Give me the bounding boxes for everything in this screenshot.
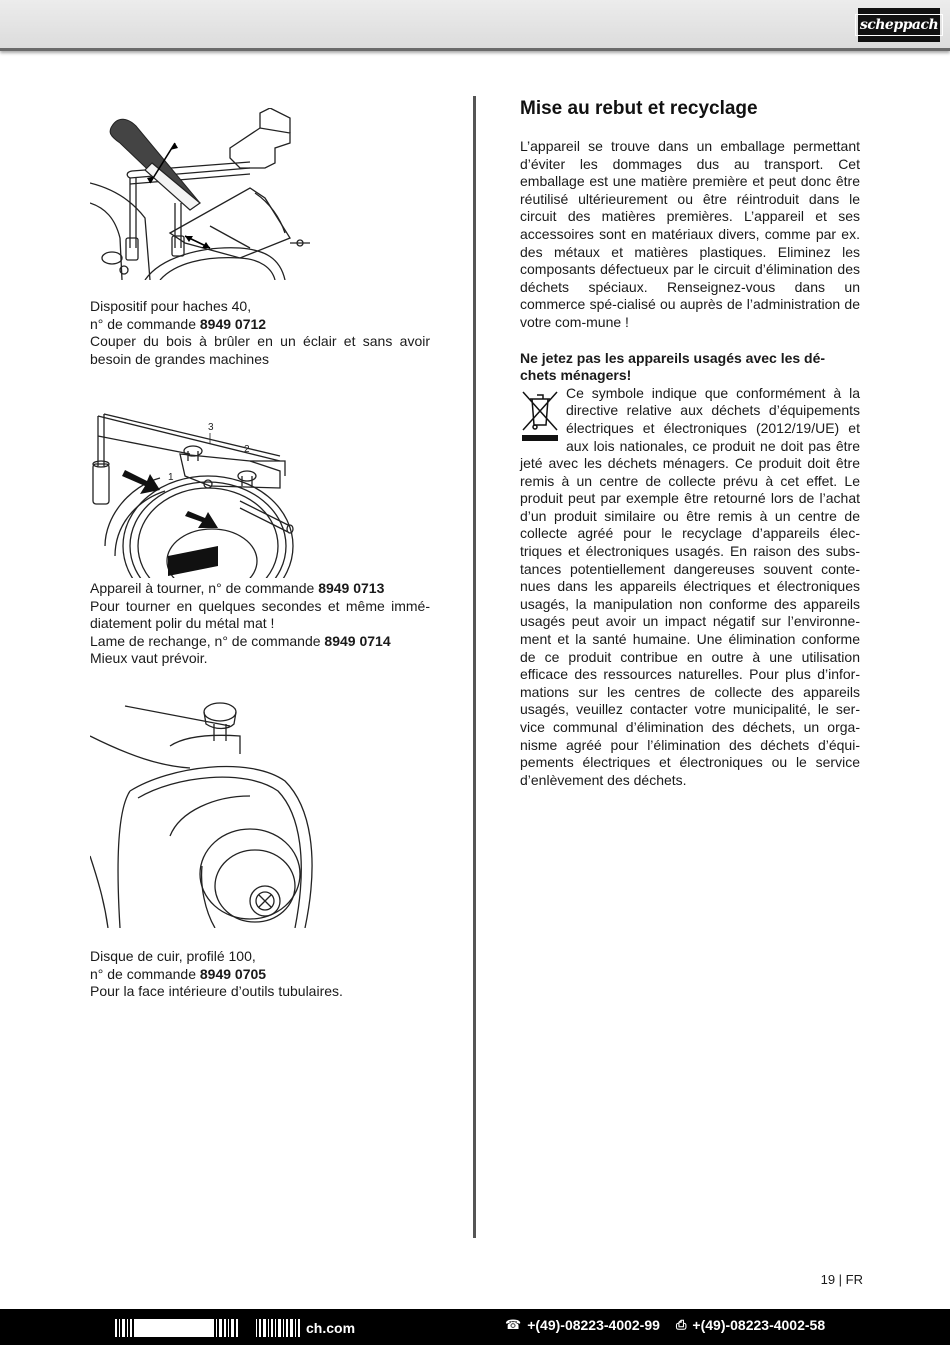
page-number: 19 | FR xyxy=(820,1272,863,1287)
page-footer xyxy=(0,1309,950,1345)
phone-number: +(49)-08223-4002-99 xyxy=(527,1317,660,1333)
brand-logo xyxy=(858,8,940,42)
leather-disc-illustration xyxy=(90,696,320,928)
order-number: 8949 0712 xyxy=(199,315,267,332)
caption-line: Mieux vaut prévoir. xyxy=(90,650,208,667)
callout-2: 2 xyxy=(244,444,250,455)
weee-block xyxy=(520,385,860,790)
column-divider xyxy=(473,96,476,1238)
order-number: 8949 0705 xyxy=(199,965,267,982)
page-header xyxy=(0,0,950,51)
caption-turning-device xyxy=(90,580,430,668)
caption-line: Appareil à tourner, n° de commande 8949 0713 xyxy=(90,580,385,596)
warning-subheading: Ne jetez pas les appareils usagés avec les dé-chets ménagers! xyxy=(520,349,826,384)
caption-line: Pour tourner en quelques secondes et même immé-diatement polir du métal mat ! xyxy=(90,597,430,632)
packaging-paragraph: L’appareil se trouve dans un emballage permettant d’éviter les dommages dus au transport. Cet emballage est une matière première et peut donc être réutilisé ultérieurement ou être réintroduit dans le circuit des matières premières. L’appareil et ses accessoires sont en matériaux divers, comme par ex. des métaux et matières plastiques. Eliminez les composants défectueux par le circuit d’élimination des déchets spéciaux. Renseignez-vous dans un commerce spé-cialisé ou auprès de l’administration de votre com-mune ! xyxy=(520,138,860,330)
footer-phone xyxy=(505,1317,660,1333)
brand-logo-text: scheppach xyxy=(855,14,943,36)
weee-paragraph: Ce symbole indique que conformément à la directive relative aux déchets d’équipements électriques et électroniques (2012/19/UE) et aux lois nationales, ce produit ne doit pas être jeté avec les déchets ménagers. Ce produit doit être remis à un centre de collecte prévu à cet effet. Le produit peut par exemple être retourné lors de l’achat d’un produit similaire ou être remis à un centre de collecte agréé pour le recyclage d’appareils élec-triques et électroniques usagés. En raison des subs-tances potentiellement dangereuses souvent conte-nues dans les appareils électriques et électroniques usagés, la manipulation non conforme des appareils usagés peut avoir un impact négatif sur l’environne-ment et la santé humaine. Une élimination conforme de ce produit contribue en outre à une utilisation efficace des ressources naturelles. Pour plus d’infor-mations sur les centres de collecte des appareils usagés, veuillez contacter votre municipalité, le ser-vice communal d’élimination des déchets, un orga-nisme agréé pour l’élimination des déchets d’équi-pements électriques et électroniques ou le service d’enlèvement des déchets. xyxy=(520,384,860,788)
website-text[interactable]: ch.com xyxy=(306,1320,356,1336)
caption-line: Pour la face intérieure d’outils tubulaires. xyxy=(90,983,343,1000)
caption-line: Lame de rechange, n° de commande 8949 0714 xyxy=(90,632,391,649)
footer-website xyxy=(115,1318,493,1338)
fax-icon: ⎙ xyxy=(676,1317,687,1332)
callout-1: 1 xyxy=(168,472,174,483)
disposal-section xyxy=(520,98,860,789)
caption-leather-disc xyxy=(90,948,430,1001)
fax-number: +(49)-08223-4002-58 xyxy=(692,1317,826,1333)
phone-icon: ☎ xyxy=(505,1317,522,1332)
order-number: 8949 0714 xyxy=(324,632,391,649)
caption-line: n° de commande 8949 0712 xyxy=(90,315,267,332)
caption-line: n° de commande 8949 0705 xyxy=(90,965,267,982)
callout-3: 3 xyxy=(208,422,214,433)
section-title: Mise au rebut et recyclage xyxy=(520,98,758,119)
caption-axe-attachment xyxy=(90,298,430,368)
caption-line: Couper du bois à brûler en un éclair et sans avoir besoin de grandes machines xyxy=(90,333,430,367)
barcode-graphic xyxy=(115,1318,302,1338)
footer-fax xyxy=(676,1317,825,1333)
crossed-bin-icon xyxy=(520,389,560,443)
caption-line: Dispositif pour haches 40, xyxy=(90,298,252,314)
order-number: 8949 0713 xyxy=(318,580,385,596)
caption-line: Disque de cuir, profilé 100, xyxy=(90,948,256,964)
turning-device-illustration xyxy=(90,406,300,578)
axe-attachment-illustration xyxy=(90,108,310,280)
